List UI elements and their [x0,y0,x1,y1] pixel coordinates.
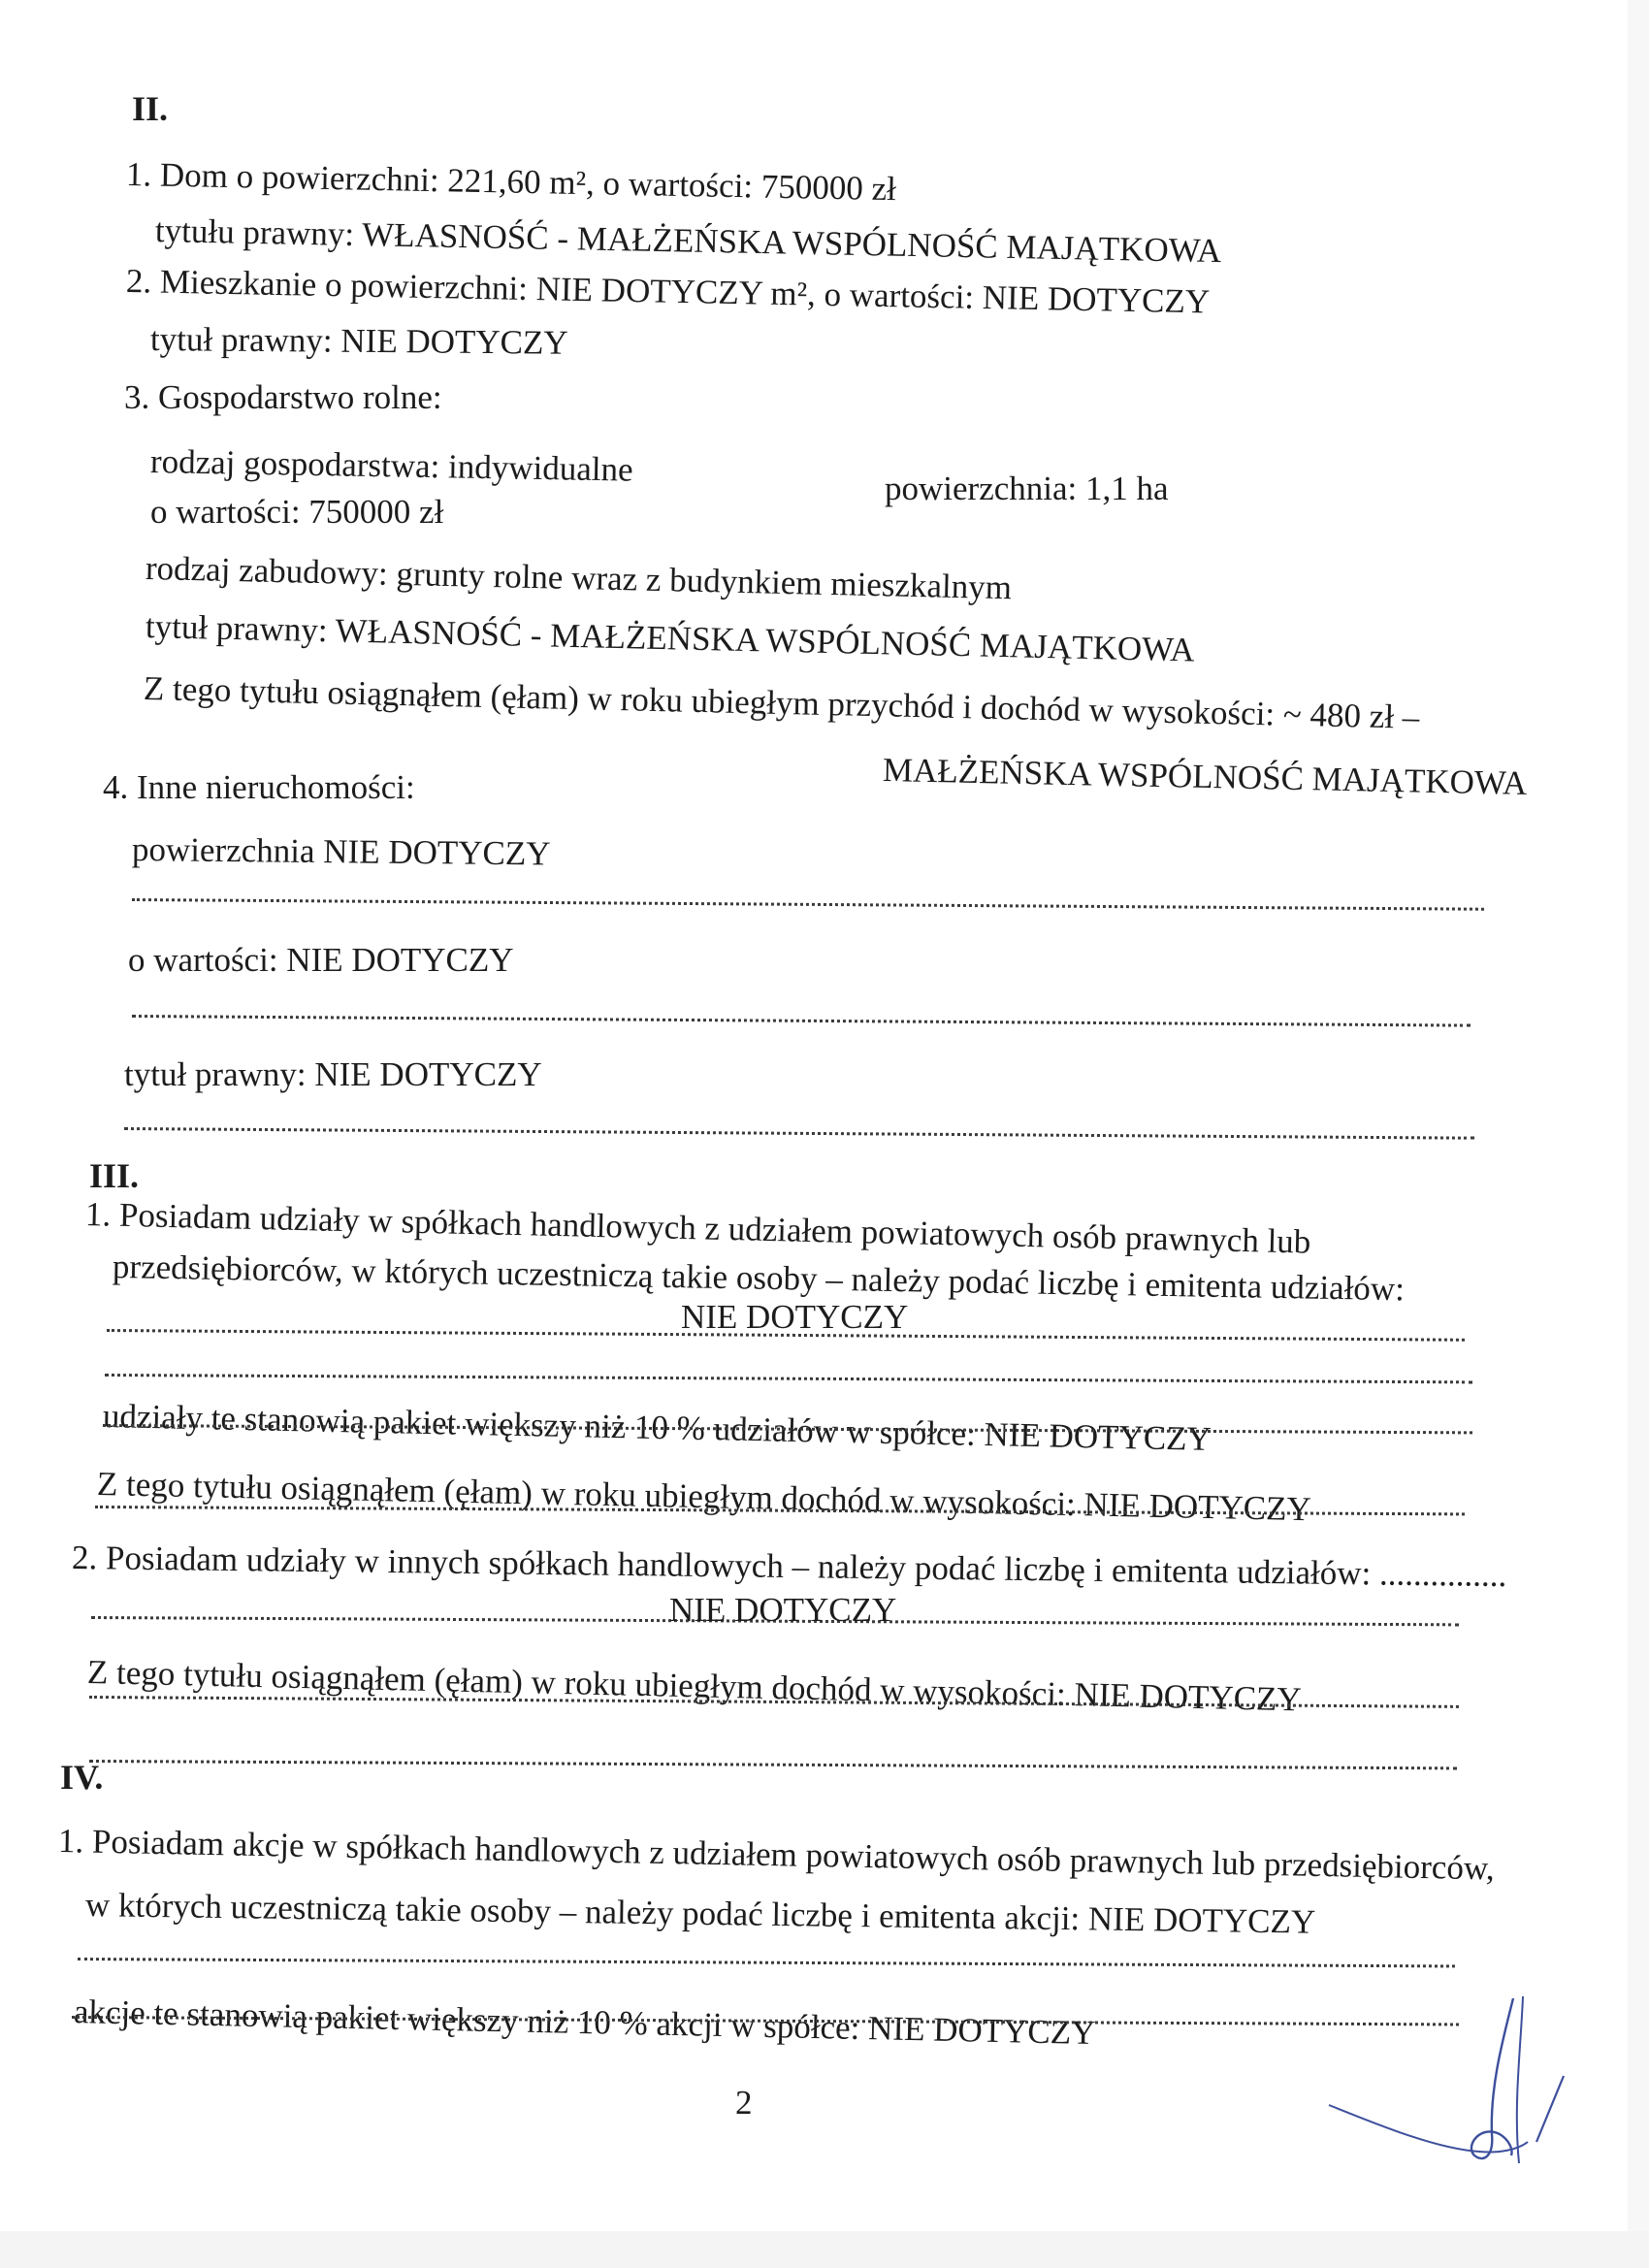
scan-bottom-edge [0,2231,1649,2268]
dotted-line [78,1952,1455,1967]
other-shares-answer: NIE DOTYCZY [669,1591,897,1629]
other-property-value: o wartości: NIE DOTYCZY [128,941,514,979]
farm-area-line: powierzchnia: 1,1 ha [885,470,1169,507]
section-ii-heading: II. [132,89,169,128]
dotted-line [89,1754,1457,1769]
stocks-line-2: w których uczestniczą takie osoby – należy podać liczbę i emitenta akcji: NIE DOTYCZY [84,1886,1316,1941]
farm-value-line: o wartości: 750000 zł [150,493,444,531]
farm-income-note: MAŁŻEŃSKA WSPÓLNOŚĆ MAJĄTKOWA [882,751,1528,802]
dotted-line [124,1121,1474,1140]
dotted-line [132,1009,1471,1027]
flat-title-line: tytuł prawny: NIE DOTYCZY [149,320,568,362]
scan-edge [1628,0,1649,2268]
dotted-line [132,892,1484,911]
other-property-area: powierzchnia NIE DOTYCZY [131,830,551,873]
farm-type-line: rodzaj gospodarstwa: indywidualne [149,442,633,489]
page-number: 2 [735,2084,753,2122]
shares-line-2: przedsiębiorców, w których uczestniczą takie osoby – należy podać liczbę i emitenta udziałów: [112,1247,1406,1309]
shares-answer: NIE DOTYCZY [681,1298,909,1336]
other-property-title: tytuł prawny: NIE DOTYCZY [124,1055,542,1093]
section-iii-heading: III. [89,1156,140,1195]
dotted-line [105,1368,1472,1383]
farm-income-line: Z tego tytułu osiągnąłem (ęłam) w roku ubiegłym przychód i dochód w wysokości: ~ 480 zł – [143,669,1420,736]
flat-line: 2. Mieszkanie o powierzchni: NIE DOTYCZY m², o wartości: NIE DOTYCZY [125,262,1211,321]
other-shares-income-line: Z tego tytułu osiągnąłem (ęłam) w roku ubiegłym dochód w wysokości: NIE DOTYCZY [86,1653,1303,1719]
other-property-heading: 4. Inne nieruchomości: [103,768,415,806]
farm-buildings-line: rodzaj zabudowy: grunty rolne wraz z budynkiem mieszkalnym [145,549,1013,607]
shares-income-line: Z tego tytułu osiągnąłem (ęłam) w roku ubiegłym dochód w wysokości: NIE DOTYCZY [96,1465,1312,1529]
other-shares-line: 2. Posiadam udziały w innych spółkach handlowych – należy podać liczbę i emitenta udziałów: ............... [71,1539,1507,1595]
shares-package-line: udziały te stanowią pakiet większy niż 10 % udziałów w spółce: NIE DOTYCZY [102,1397,1212,1458]
house-title-line: tytułu prawny: WŁASNOŚĆ - MAŁŻEŃSKA WSPÓLNOŚĆ MAJĄTKOWA [154,211,1222,271]
farm-heading: 3. Gospodarstwo rolne: [124,378,442,416]
stocks-line-1: 1. Posiadam akcje w spółkach handlowych z udziałem powiatowych osób prawnych lub przedsiębiorców, [57,1822,1496,1888]
farm-title-line: tytuł prawny: WŁASNOŚĆ - MAŁŻEŃSKA WSPÓLNOŚĆ MAJĄTKOWA [145,607,1195,669]
house-line: 1. Dom o powierzchni: 221,60 m², o wartości: 750000 zł [125,155,897,209]
signature [1319,1979,1600,2173]
stocks-package-line: akcje te stanowią pakiet większy niż 10 % akcji w spółce: NIE DOTYCZY [73,1993,1096,2053]
section-iv-heading: IV. [60,1758,104,1797]
shares-line-1: 1. Posiadam udziały w spółkach handlowych z udziałem powiatowych osób prawnych lub [84,1195,1311,1261]
